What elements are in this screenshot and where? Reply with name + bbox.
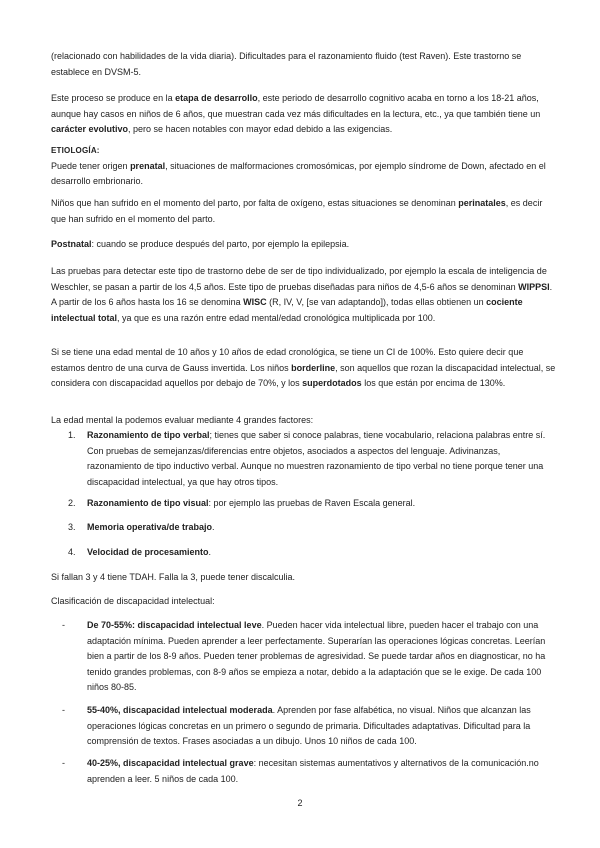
bold-term: 55-40%, discapacidad intelectual moderada — [87, 705, 273, 715]
list-item-text — [87, 545, 557, 561]
text-run: , son aquellos que rozan la discapacidad intelectual, se considera con discapacidad aquellos por debajo de 70%, y los — [51, 362, 556, 388]
paragraph-pruebas — [51, 264, 556, 326]
bold-term: De 70-55%: discapacidad intelectual leve — [87, 620, 262, 630]
bold-term: Memoria operativa/de trabajo — [87, 522, 213, 532]
text-run: : cuando se produce después del parto, por ejemplo la epilepsia. — [91, 239, 350, 249]
bold-term: etapa de desarrollo — [175, 93, 258, 103]
text-run: : por ejemplo las pruebas de Raven Escala general. — [208, 498, 416, 508]
bold-term: cociente intelectual total — [51, 297, 523, 323]
list-item-text — [87, 756, 556, 787]
text-run: , este periodo de desarrollo cognitivo acaba en torno a los 18-21 años, aunque hay casos en niños de 6 años, que muestran cada vez más dificultades en la lectura, etc., ya que también tiene un — [51, 93, 541, 119]
bold-term: prenatal — [130, 160, 166, 171]
paragraph-text: (relacionado con habilidades de la vida diaria). Dificultades para el razonamiento fluido (test Raven). Este trastorno se establece en DVSM-5. — [51, 51, 522, 77]
paragraph-tdah — [51, 570, 556, 586]
list-bullet: - — [62, 758, 65, 768]
text-run: . — [208, 547, 212, 557]
paragraph-factores-intro — [51, 413, 556, 429]
list-number: 2. — [68, 498, 76, 508]
bold-term: perinatales — [458, 198, 506, 208]
text-run: : necesitan sistemas aumentativos y alternativos de la comunicación.no aprenden a leer. 5 niños de cada 100. — [87, 758, 539, 784]
text-run: , es decir que han sufrido en el momento del parto. — [51, 198, 543, 224]
list-number: 3. — [68, 522, 76, 532]
list-number: 4. — [68, 547, 76, 557]
list-item-text — [87, 618, 556, 696]
paragraph-perinatales — [51, 196, 556, 227]
text-run: La edad mental la podemos evaluar mediante 4 grandes factores: — [51, 415, 314, 425]
list-number: 1. — [68, 430, 76, 440]
text-run: (R, IV, V, [se van adaptando]), todas ellas obtienen un — [266, 297, 487, 307]
text-run: . A partir de los 6 años hasta los 16 se denomina — [51, 281, 553, 307]
bold-term: Razonamiento de tipo visual — [87, 498, 209, 508]
bold-term: WISC — [243, 297, 267, 307]
bold-term: Postnatal — [51, 239, 92, 249]
text-run: . Aprenden por fase alfabética, no visual. Niños que alcanzan las operaciones lógicas concretas en un primero o segundo de primaria. Dificultades adaptativas. Dificultad para la comprensión de textos. Frases asociadas a un dibujo. Unos 10 niños de cada 100. — [87, 705, 531, 746]
bold-term: 40-25%, discapacidad intelectual grave — [87, 758, 254, 768]
text-run: , pero se hacen notables con mayor edad debido a las exigencias. — [128, 124, 393, 134]
paragraph-postnatal — [51, 237, 556, 253]
list-item-text — [87, 703, 556, 750]
text-run: Si se tiene una edad mental de 10 años y 10 años de edad cronológica, se tiene un CI de 100%. Esto quiere decir que estamos dentro de una curva de Gauss invertida. Los niños — [51, 347, 524, 373]
text-run: Este proceso se produce en la — [51, 93, 176, 103]
paragraph-clasificacion-intro — [51, 594, 556, 610]
text-run: Si fallan 3 y 4 tiene TDAH. Falla la 3, puede tener discalculia. — [51, 572, 295, 582]
paragraph-etiologia — [51, 143, 556, 190]
paragraph-intro — [51, 49, 556, 80]
list-bullet: - — [62, 620, 65, 630]
section-heading: ETIOLOGÍA: — [51, 146, 100, 155]
page-number: 2 — [297, 798, 303, 808]
list-item-text — [87, 428, 557, 490]
bold-term: borderline — [291, 362, 336, 373]
text-run: , ya que es una razón entre edad mental/edad cronológica multiplicada por 100. — [117, 312, 436, 323]
text-run: , situaciones de malformaciones cromosómicas, por ejemplo síndrome de Down, afectado en el desarrollo embrionario. — [51, 160, 546, 186]
text-run: los que están por encima de 130%. — [361, 378, 506, 388]
text-run: Niños que han sufrido en el momento del parto, por falta de oxígeno, estas situaciones se denominan — [51, 198, 459, 208]
paragraph-ci — [51, 345, 556, 392]
list-bullet: - — [62, 705, 65, 715]
text-run: ; tienes que saber si conoce palabras, tiene vocabulario, relaciona palabras entre sí. Con pruebas de semejanzas/diferencias entre objetos, asociados a aspectos del lenguaje. Adivinanzas, razonamiento de tipo inductivo verbal. Aunque no muestren razonamiento de tipo verbal no tiene porque tener una discapacidad intelectual, ya que hay otros tipos. — [87, 430, 546, 487]
text-run: Clasificación de discapacidad intelectual: — [51, 596, 215, 606]
bold-term: Razonamiento de tipo verbal — [87, 430, 210, 440]
text-run: . Pueden hacer vida intelectual libre, pueden hacer el trabajo con una adaptación mínima. Pueden aprender a leer perfectamente. Superarían las operaciones lógicas concretas. Leerían bien a partir de los 8-9 años. Pueden tener problemas de agresividad. Se puede tardar años en diagnosticar, no ha tenido grandes problemas, con 8-9 años se empieza a notar, debido a la adaptación que se le exige. De cada 100 niños 80-85. — [87, 620, 546, 692]
paragraph-etapa-desarrollo — [51, 91, 556, 138]
bold-term: Velocidad de procesamiento — [87, 547, 209, 557]
list-item-text — [87, 496, 557, 512]
text-run: . — [212, 522, 215, 532]
list-item-text — [87, 520, 557, 536]
bold-term: carácter evolutivo — [51, 124, 129, 134]
bold-term: superdotados — [302, 378, 362, 388]
bold-term: WIPPSI — [518, 281, 550, 292]
text-run: Puede tener origen — [51, 160, 131, 171]
text-run: Las pruebas para detectar este tipo de trastorno debe de ser de tipo individualizado, por ejemplo la escala de inteligencia de Weschler, se pasan a partir de los 4,5 años. Este tipo de pruebas diseñadas para niños de 4,5-6 años se denominan — [51, 266, 547, 292]
